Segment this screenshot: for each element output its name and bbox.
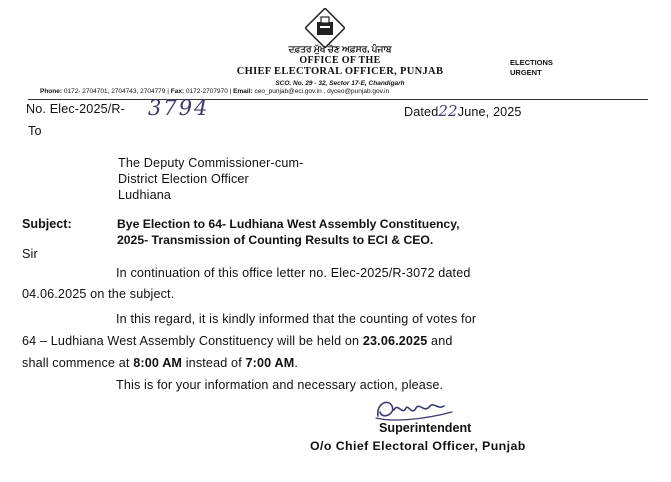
subject-label: Subject:: [22, 217, 72, 231]
new-start-time: 8:00 AM: [133, 356, 183, 370]
counting-date: 23.06.2025: [362, 334, 428, 348]
dated-label: Dated: [404, 105, 439, 119]
office-address: SCO. No. 29 - 32, Sector 17-E, Chandigarh: [275, 80, 405, 87]
reference-number-prefix: No. Elec-2025/R-: [26, 102, 125, 116]
office-title-punjabi: ਦਫ਼ਤਰ ਮੁੱਖ ਚੋਣ ਅਫ਼ਸਰ, ਪੰਜਾਬ: [288, 44, 392, 54]
phone-label: Phone:: [40, 88, 63, 95]
email-addresses: ceo_punjab@eci.gov.in , dyceo@punjab.gov.in: [254, 88, 390, 95]
signatory-office: O/o Chief Electoral Officer, Punjab: [310, 439, 526, 453]
subject-line1: Bye Election to 64- Ludhiana West Assembly Constituency,: [117, 217, 460, 231]
paragraph2-line3-mid: instead of: [182, 356, 246, 370]
addressee-line2: District Election Officer: [118, 172, 249, 186]
letterhead-divider: [28, 99, 648, 100]
old-start-time: 7:00 AM: [245, 356, 295, 370]
office-title-line2: CHIEF ELECTORAL OFFICER, PUNJAB: [236, 66, 444, 77]
paragraph3: This is for your information and necessary action, please.: [116, 378, 444, 392]
fax-number: 0172-2707970: [185, 88, 228, 95]
paragraph1-line2: 04.06.2025 on the subject.: [22, 287, 175, 301]
phone-numbers: 0172- 2704701, 2704743, 2704779: [63, 88, 166, 95]
salutation: Sir: [22, 247, 38, 261]
letter-date: [404, 102, 522, 120]
fax-label: Fax:: [170, 88, 185, 95]
signatory-designation: Superintendent: [379, 421, 472, 435]
paragraph2-line1: In this regard, it is kindly informed that the counting of votes for: [116, 312, 477, 326]
paragraph2-line3-text: shall commence at: [22, 356, 134, 370]
election-commission-emblem-icon: [305, 8, 345, 48]
paragraph2-line2-text: 64 – Ludhiana West Assembly Constituency will be held on: [22, 334, 363, 348]
date-month-year: June, 2025: [457, 105, 522, 119]
contact-line: Phone: 0172- 2704701, 2704743, 2704779 | Fax: 0172-2707970 | Email: ceo_punjab@eci.gov.in , dyceo@punjab.gov.in: [40, 88, 390, 95]
to-label: To: [28, 124, 42, 138]
date-day-handwritten: 22: [438, 102, 458, 120]
urgency-tag: [510, 58, 553, 78]
paragraph2-line3: [22, 356, 298, 370]
paragraph2-line2: [22, 334, 453, 348]
office-title-line1: OFFICE OF THE: [299, 55, 381, 66]
addressee-line3: Ludhiana: [118, 188, 172, 202]
email-label: Email:: [233, 88, 253, 95]
urgency-tag-line1: ELECTIONS: [510, 58, 553, 67]
urgency-tag-line2: URGENT: [510, 68, 542, 77]
subject-line2: 2025- Transmission of Counting Results to ECI & CEO.: [117, 233, 434, 247]
paragraph2-line3-end: .: [294, 356, 299, 370]
paragraph2-line2-end: and: [427, 334, 453, 348]
reference-number-handwritten: 3794: [148, 96, 210, 120]
paragraph1-line1: In continuation of this office letter no. Elec-2025/R-3072 dated: [116, 266, 471, 280]
addressee-line1: The Deputy Commissioner-cum-: [118, 156, 304, 170]
